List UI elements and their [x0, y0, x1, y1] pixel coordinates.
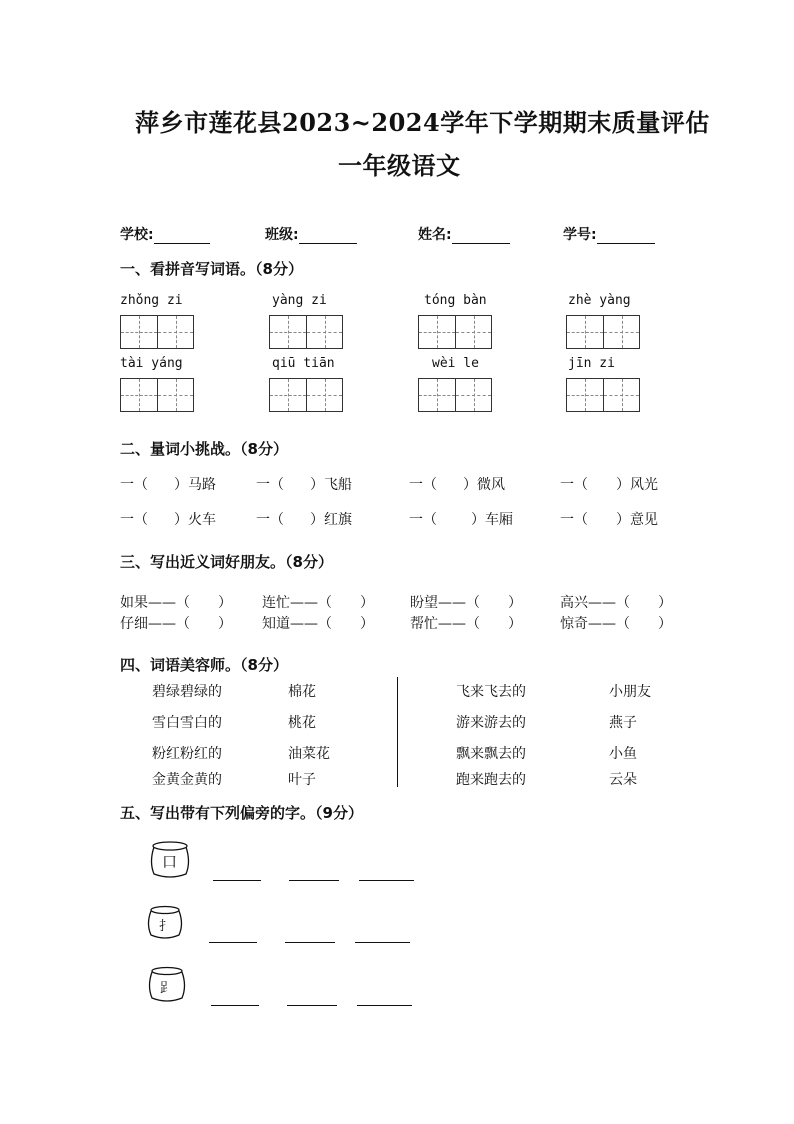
match-left-target[interactable]: 叶子 — [288, 772, 316, 788]
writing-grid[interactable] — [120, 315, 194, 349]
answer-blank[interactable] — [211, 1004, 259, 1006]
writing-grid[interactable] — [269, 378, 343, 412]
measure-word-item[interactable]: 一（ ）火车 — [120, 512, 216, 528]
section4-heading: 四、词语美容师。（8分） — [120, 656, 288, 674]
writing-grid[interactable] — [418, 378, 492, 412]
pinyin-label: zhè yàng — [568, 293, 631, 308]
jar-icon — [146, 966, 188, 1004]
measure-word-item[interactable]: 一（ ）飞船 — [256, 477, 352, 493]
measure-word-item[interactable]: 一（ ）红旗 — [256, 512, 352, 528]
writing-grid[interactable] — [418, 315, 492, 349]
measure-word-item[interactable]: 一（ ）马路 — [120, 477, 216, 493]
measure-word-item[interactable]: 一（ ）意见 — [560, 512, 658, 528]
student-number-label: 学号: — [563, 227, 597, 243]
match-left-target[interactable]: 油菜花 — [288, 746, 330, 762]
pinyin-label: tài yáng — [120, 356, 183, 371]
pinyin-label: zhǒng zi — [120, 293, 183, 308]
match-right-target[interactable]: 小鱼 — [609, 746, 637, 762]
section2-heading: 二、量词小挑战。（8分） — [120, 440, 288, 458]
class-label: 班级: — [265, 227, 299, 243]
answer-blank[interactable] — [287, 1004, 337, 1006]
name-field[interactable] — [418, 224, 510, 244]
answer-blank[interactable] — [359, 879, 414, 881]
jar-icon — [147, 840, 193, 880]
match-left-item[interactable]: 金黄金黄的 — [152, 772, 222, 788]
pinyin-label: qiū tiān — [272, 356, 335, 371]
match-right-item[interactable]: 飞来飞去的 — [456, 684, 526, 700]
writing-grid[interactable] — [566, 315, 640, 349]
column-divider — [397, 677, 398, 787]
match-right-item[interactable]: 跑来跑去的 — [456, 772, 526, 788]
synonym-item[interactable]: 高兴——（ ） — [560, 595, 672, 611]
match-left-item[interactable]: 粉红粉红的 — [152, 746, 222, 762]
synonym-item[interactable]: 如果——（ ） — [120, 595, 232, 611]
school-label: 学校: — [120, 227, 154, 243]
synonym-item[interactable]: 帮忙——（ ） — [410, 616, 522, 632]
section1-heading: 一、看拼音写词语。（8分） — [120, 260, 303, 278]
pinyin-label: tóng bàn — [424, 293, 487, 308]
class-field[interactable] — [265, 224, 357, 244]
match-left-item[interactable]: 雪白雪白的 — [152, 715, 222, 731]
synonym-item[interactable]: 惊奇——（ ） — [560, 616, 672, 632]
synonym-item[interactable]: 连忙——（ ） — [262, 595, 374, 611]
answer-blank[interactable] — [289, 879, 339, 881]
answer-blank[interactable] — [209, 941, 257, 943]
radical-label: 𧾷 — [160, 981, 174, 996]
radical-label: 口 — [162, 853, 178, 871]
page-title-line2: 一年级语文 — [338, 151, 461, 180]
measure-word-item[interactable]: 一（ ）车厢 — [409, 512, 513, 528]
match-right-item[interactable]: 飘来飘去的 — [456, 746, 526, 762]
writing-grid[interactable] — [269, 315, 343, 349]
radical-label: 扌 — [159, 919, 173, 934]
answer-blank[interactable] — [285, 941, 335, 943]
pinyin-label: wèi le — [432, 356, 479, 371]
name-label: 姓名: — [418, 227, 452, 243]
answer-blank[interactable] — [357, 1004, 412, 1006]
section3-heading: 三、写出近义词好朋友。（8分） — [120, 553, 333, 571]
match-right-item[interactable]: 游来游去的 — [456, 715, 526, 731]
synonym-item[interactable]: 知道——（ ） — [262, 616, 374, 632]
page-title-line1: 萍乡市莲花县2023~2024学年下学期期末质量评估 — [135, 108, 710, 137]
section5-heading: 五、写出带有下列偏旁的字。（9分） — [120, 804, 363, 822]
pinyin-label: jīn zi — [568, 356, 615, 371]
synonym-item[interactable]: 仔细——（ ） — [120, 616, 232, 632]
measure-word-item[interactable]: 一（ ）风光 — [560, 477, 658, 493]
writing-grid[interactable] — [120, 378, 194, 412]
match-right-target[interactable]: 燕子 — [609, 715, 637, 731]
answer-blank[interactable] — [355, 941, 410, 943]
school-field[interactable] — [120, 224, 210, 244]
match-left-target[interactable]: 桃花 — [288, 715, 316, 731]
match-right-target[interactable]: 云朵 — [609, 772, 637, 788]
match-left-item[interactable]: 碧绿碧绿的 — [152, 684, 222, 700]
synonym-item[interactable]: 盼望——（ ） — [410, 595, 522, 611]
student-number-field[interactable] — [563, 224, 655, 244]
answer-blank[interactable] — [213, 879, 261, 881]
pinyin-label: yàng zi — [272, 293, 327, 308]
match-left-target[interactable]: 棉花 — [288, 684, 316, 700]
jar-icon — [145, 905, 185, 941]
measure-word-item[interactable]: 一（ ）微风 — [409, 477, 505, 493]
match-right-target[interactable]: 小朋友 — [609, 684, 651, 700]
writing-grid[interactable] — [566, 378, 640, 412]
